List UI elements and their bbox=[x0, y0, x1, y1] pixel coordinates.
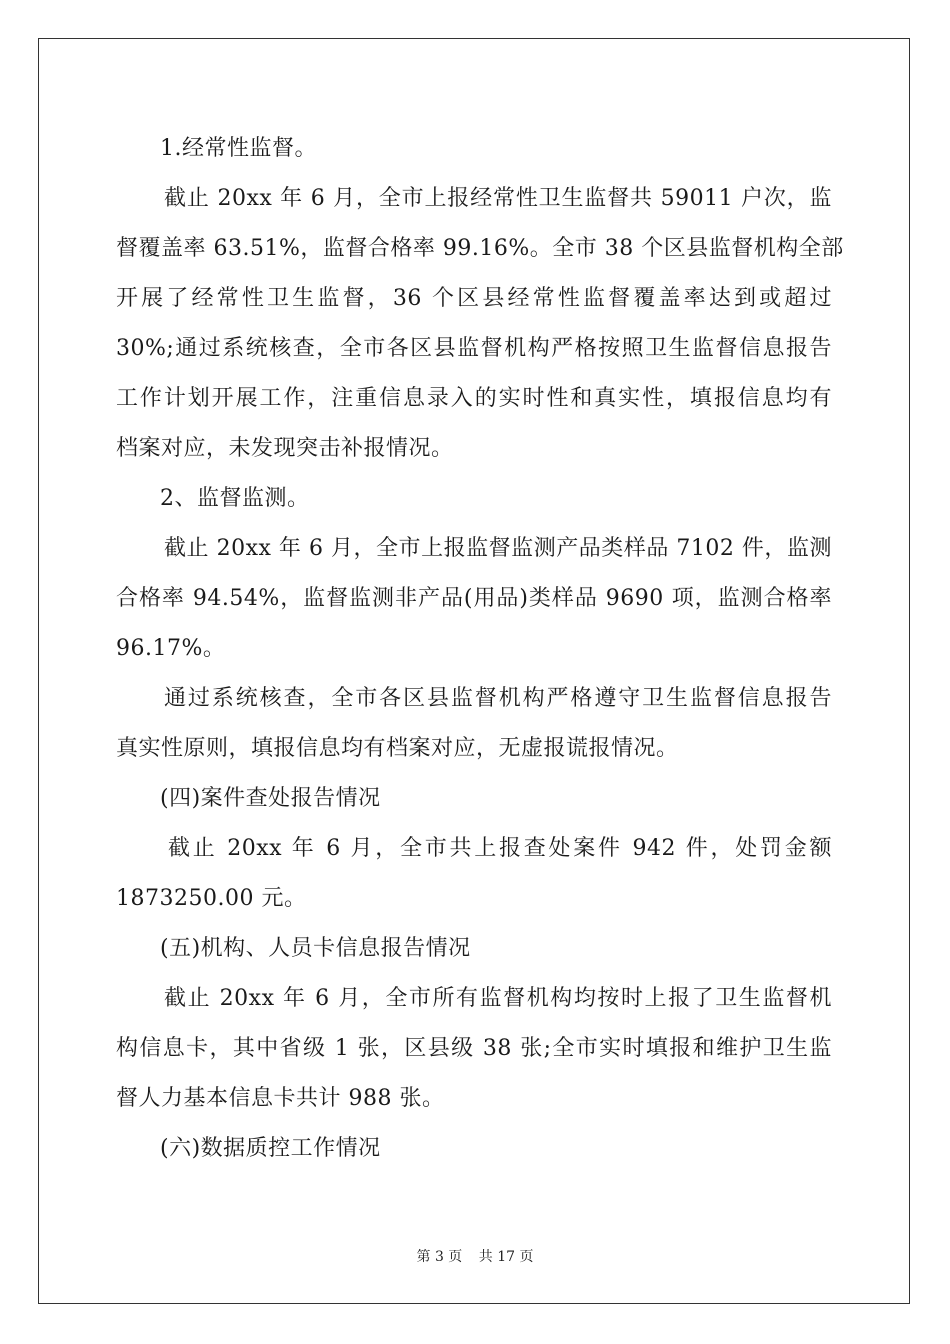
paragraph-line: 截止 20xx 年 6 月，全市共上报查处案件 942 件，处罚金额 bbox=[168, 836, 832, 861]
page-total: 共 17 页 bbox=[478, 1249, 534, 1265]
page-number: 第 3 页 bbox=[416, 1249, 463, 1265]
paragraph-line: 1873250.00 元。 bbox=[116, 886, 307, 911]
heading-case-reports: (四)案件查处报告情况 bbox=[160, 786, 381, 811]
paragraph-line: 工作计划开展工作，注重信息录入的实时性和真实性，填报信息均有 bbox=[116, 386, 832, 411]
paragraph-line: 开展了经常性卫生监督，36 个区县经常性监督覆盖率达到或超过 bbox=[116, 286, 832, 311]
paragraph-line: 督人力基本信息卡共计 988 张。 bbox=[116, 1086, 445, 1111]
paragraph-line: 真实性原则，填报信息均有档案对应，无虚报谎报情况。 bbox=[116, 736, 679, 761]
paragraph-line: 督覆盖率 63.51%，监督合格率 99.16%。全市 38 个区县监督机构全部 bbox=[116, 236, 844, 261]
heading-data-quality: (六)数据质控工作情况 bbox=[160, 1136, 381, 1161]
paragraph-line: 档案对应，未发现突击补报情况。 bbox=[116, 436, 454, 461]
heading-monitoring: 2、监督监测。 bbox=[160, 486, 310, 511]
paragraph-line: 截止 20xx 年 6 月，全市上报经常性卫生监督共 59011 户次，监 bbox=[164, 186, 832, 211]
page-footer bbox=[0, 1246, 950, 1266]
paragraph-line: 通过系统核查，全市各区县监督机构严格遵守卫生监督信息报告 bbox=[164, 686, 832, 711]
heading-regular-supervision: 1.经常性监督。 bbox=[160, 136, 317, 161]
paragraph-line: 构信息卡，其中省级 1 张，区县级 38 张;全市实时填报和维护卫生监 bbox=[116, 1036, 832, 1061]
paragraph-line: 96.17%。 bbox=[116, 636, 226, 661]
paragraph-line: 合格率 94.54%，监督监测非产品(用品)类样品 9690 项，监测合格率 bbox=[116, 586, 832, 611]
heading-institution-cards: (五)机构、人员卡信息报告情况 bbox=[160, 936, 471, 961]
paragraph-line: 截止 20xx 年 6 月，全市所有监督机构均按时上报了卫生监督机 bbox=[164, 986, 832, 1011]
paragraph-line: 截止 20xx 年 6 月，全市上报监督监测产品类样品 7102 件，监测 bbox=[164, 536, 832, 561]
paragraph-line: 30%;通过系统核查，全市各区县监督机构严格按照卫生监督信息报告 bbox=[116, 336, 832, 361]
page-border bbox=[38, 38, 910, 1304]
